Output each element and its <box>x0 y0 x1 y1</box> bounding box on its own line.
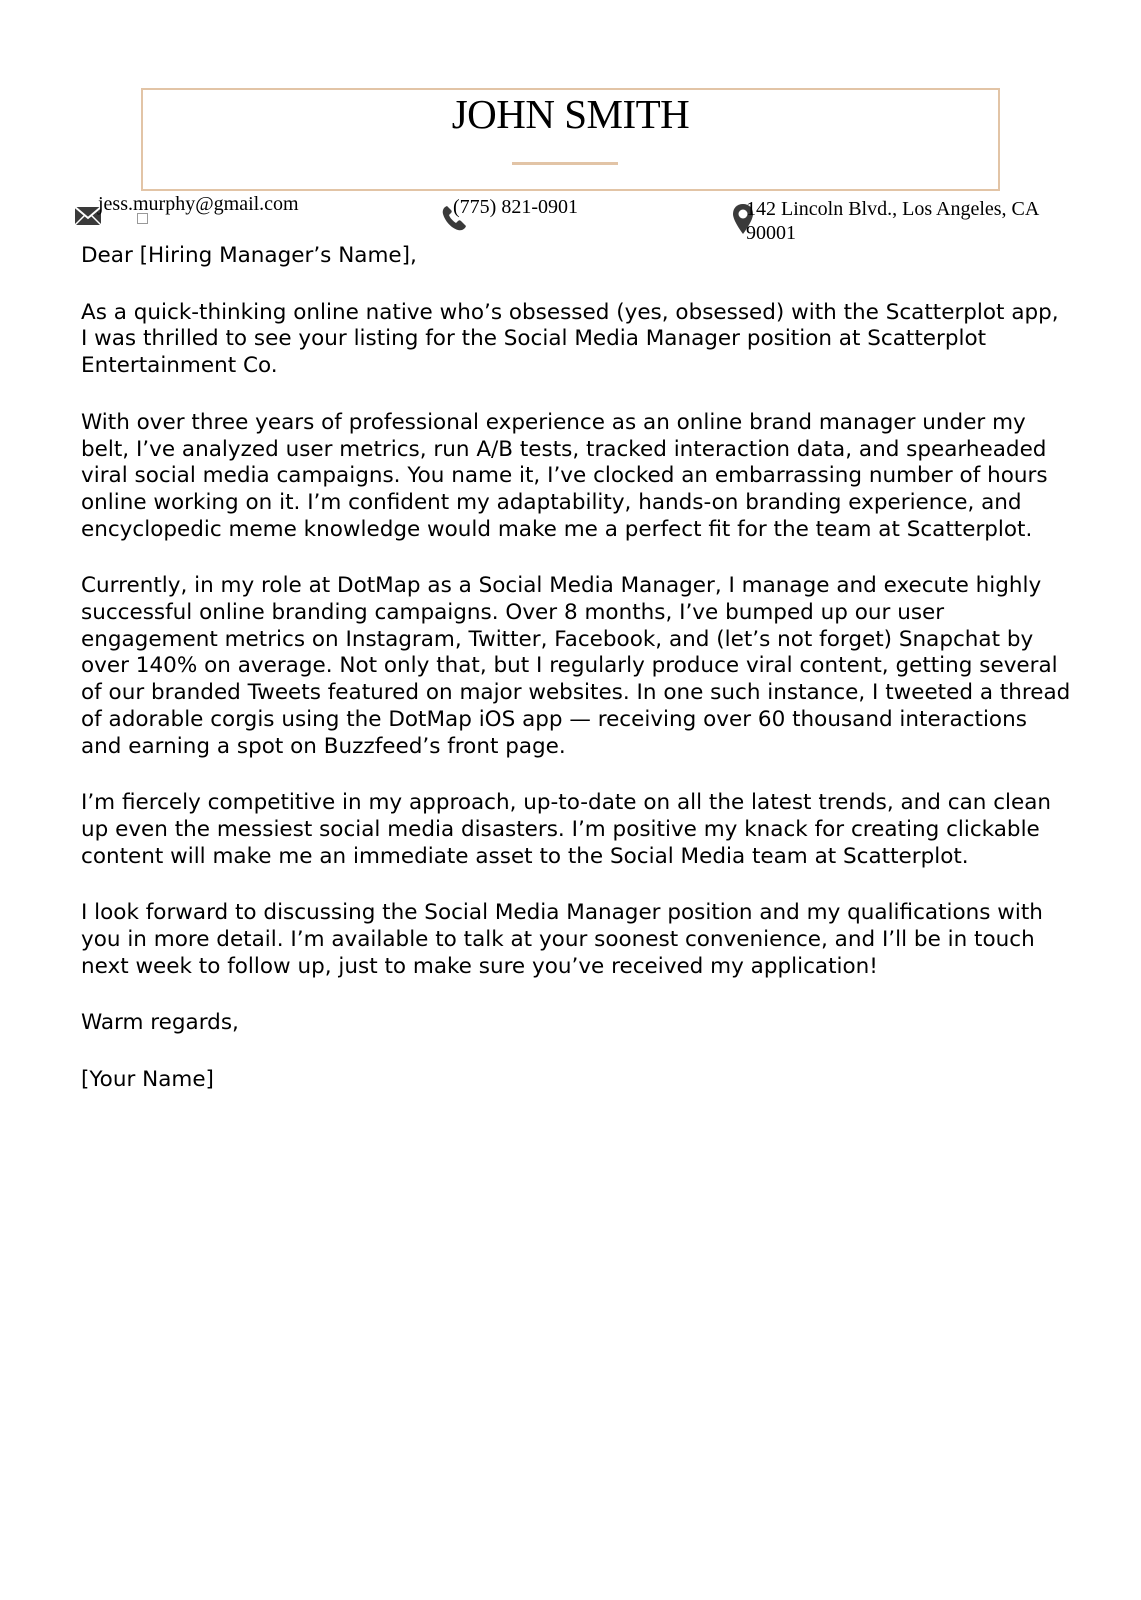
paragraph: As a quick-thinking online native who’s obsessed (yes, obsessed) with the Scatterplot app, I was thrilled to see your listing for the Social Media Manager position at Scatterplot Entertainment Co. <box>81 299 1059 379</box>
address-text[interactable]: 142 Lincoln Blvd., Los Angeles, CA 90001 <box>746 198 1039 244</box>
paragraph: I look forward to discussing the Social Media Manager position and my qualifications with you in more detail. I’m available to talk at your soonest convenience, and I’ll be in touch next week to follow up, just to make sure you’ve received my application! <box>81 900 1043 979</box>
phone-text[interactable]: (775) 821-0901 <box>453 196 578 218</box>
email-text[interactable]: jess.murphy@gmail.com <box>98 193 299 215</box>
name-underline <box>512 162 618 165</box>
paragraph: I’m fiercely competitive in my approach, up-to-date on all the latest trends, and can clean up even the messiest social media disasters. I’m positive my knack for creating clickable content will make me an immediate asset to the Social Media team at Scatterplot. <box>81 790 1052 869</box>
salutation: Dear [Hiring Manager’s Name], <box>81 243 417 268</box>
letter-body <box>81 243 1071 1124</box>
paragraph: With over three years of professional experience as an online brand manager under my belt, I’ve analyzed user metrics, run A/B tests, tracked interaction data, and spearheaded viral social media campaigns. You name it, I’ve clocked an embarrassing number of hours online working on it. I’m confident my adaptability, hands-on branding experience, and encyclopedic meme knowledge would make me a perfect fit for the team at Scatterplot. <box>81 409 1048 542</box>
signature: [Your Name] <box>81 1067 214 1093</box>
closing: Warm regards, <box>81 1010 239 1036</box>
paragraph: Currently, in my role at DotMap as a Social Media Manager, I manage and execute highly successful online branding campaigns. Over 8 months, I’ve bumped up our user engagement metrics on Instagram, Twitter, Facebook, and (let’s not forget) Snapchat by over 140% on average. Not only that, but I regularly produce viral content, getting several of our branded Tweets featured on major websites. In one such instance, I tweeted a thread of adorable corgis using the DotMap iOS app — receiving over 60 thousand interactions and earning a spot on Buzzfeed’s front page. <box>81 573 1071 759</box>
applicant-name: JOHN SMITH <box>451 91 690 137</box>
